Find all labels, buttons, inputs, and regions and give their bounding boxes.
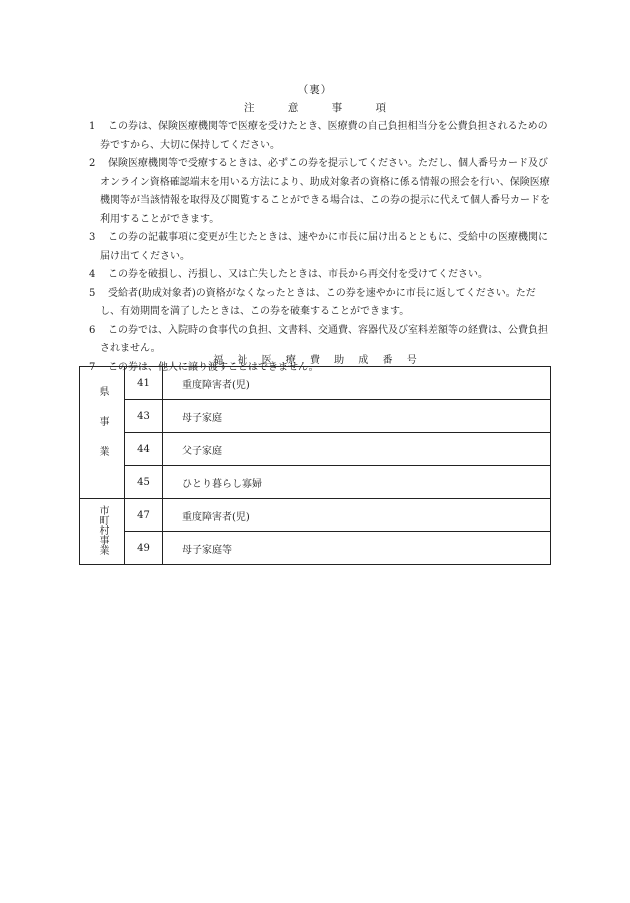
code-cell: 41 (125, 367, 163, 400)
back-side-heading: （裏） (297, 84, 333, 96)
code-cell: 45 (125, 466, 163, 499)
note-number: 6 (89, 324, 96, 336)
note-number: 7 (89, 361, 96, 373)
note-number: 4 (89, 269, 96, 280)
note-item (0, 229, 630, 266)
note-item (0, 118, 630, 155)
code-cell: 49 (125, 532, 163, 565)
note-number: 3 (89, 232, 96, 243)
note-item (0, 266, 630, 285)
label-cell: 重度障害者(児) (163, 499, 551, 532)
note-text: 受給者(助成対象者)の資格がなくなったときは、この券を速やかに市長に返してください。ただし、有効期間を満了したときは、この券を破棄することができます。 (100, 287, 536, 317)
note-item (0, 285, 630, 322)
table-row (80, 367, 551, 400)
note-text: この券は、他人に譲り渡すことはできません。 (108, 361, 319, 373)
group-municipal-label: 市町村事業 (97, 505, 108, 555)
table-row (80, 499, 551, 532)
code-cell: 44 (125, 433, 163, 466)
table-title: 福 祉 医 療 費 助 成 番 号 (213, 355, 417, 366)
label-cell: ひとり暮らし寡婦 (163, 466, 551, 499)
label-cell: 重度障害者(児) (163, 367, 551, 400)
note-text: この券は、保険医療機関等で医療を受けたとき、医療費の自己負担相当分を公費負担されるための券ですから、大切に保持してください。 (100, 121, 548, 151)
label-cell: 母子家庭 (163, 400, 551, 433)
table-row (80, 532, 551, 565)
code-cell: 47 (125, 499, 163, 532)
note-item (0, 155, 630, 229)
group-prefecture-cell (80, 367, 125, 499)
table-row (80, 400, 551, 433)
subsidy-number-table (79, 366, 551, 565)
group-municipal-cell (80, 499, 125, 565)
note-number: 5 (89, 287, 96, 299)
label-cell: 父子家庭 (163, 433, 551, 466)
note-text: この券を破損し、汚損し、又は亡失したときは、市長から再交付を受けてください。 (108, 269, 488, 280)
table-row (80, 433, 551, 466)
code-cell: 43 (125, 400, 163, 433)
notes-heading: 注 意 事 項 (243, 102, 386, 114)
table-row (80, 466, 551, 499)
label-cell: 母子家庭等 (163, 532, 551, 565)
note-text: この券の記載事項に変更が生じたときは、速やかに市長に届け出るとともに、受給中の医療機関に届け出てください。 (100, 232, 548, 262)
note-text: 保険医療機関等で受療するときは、必ずこの券を提示してください。ただし、個人番号カード及びオンライン資格確認端末を用いる方法により、助成対象者の資格に係る情報の照会を行い、保険医療機関等が当該情報を取得及び閲覧することができる場合は、この券の提示に代えて個人番号カードを利用することができます。 (100, 158, 550, 225)
note-text: この券では、入院時の食事代の負担、文書料、交通費、容器代及び室料差額等の経費は、公費負担されません。 (100, 324, 548, 354)
notes-list (0, 118, 630, 377)
note-number: 2 (89, 158, 96, 169)
note-number: 1 (89, 121, 96, 132)
group-prefecture-label: 県事業 (97, 386, 108, 476)
